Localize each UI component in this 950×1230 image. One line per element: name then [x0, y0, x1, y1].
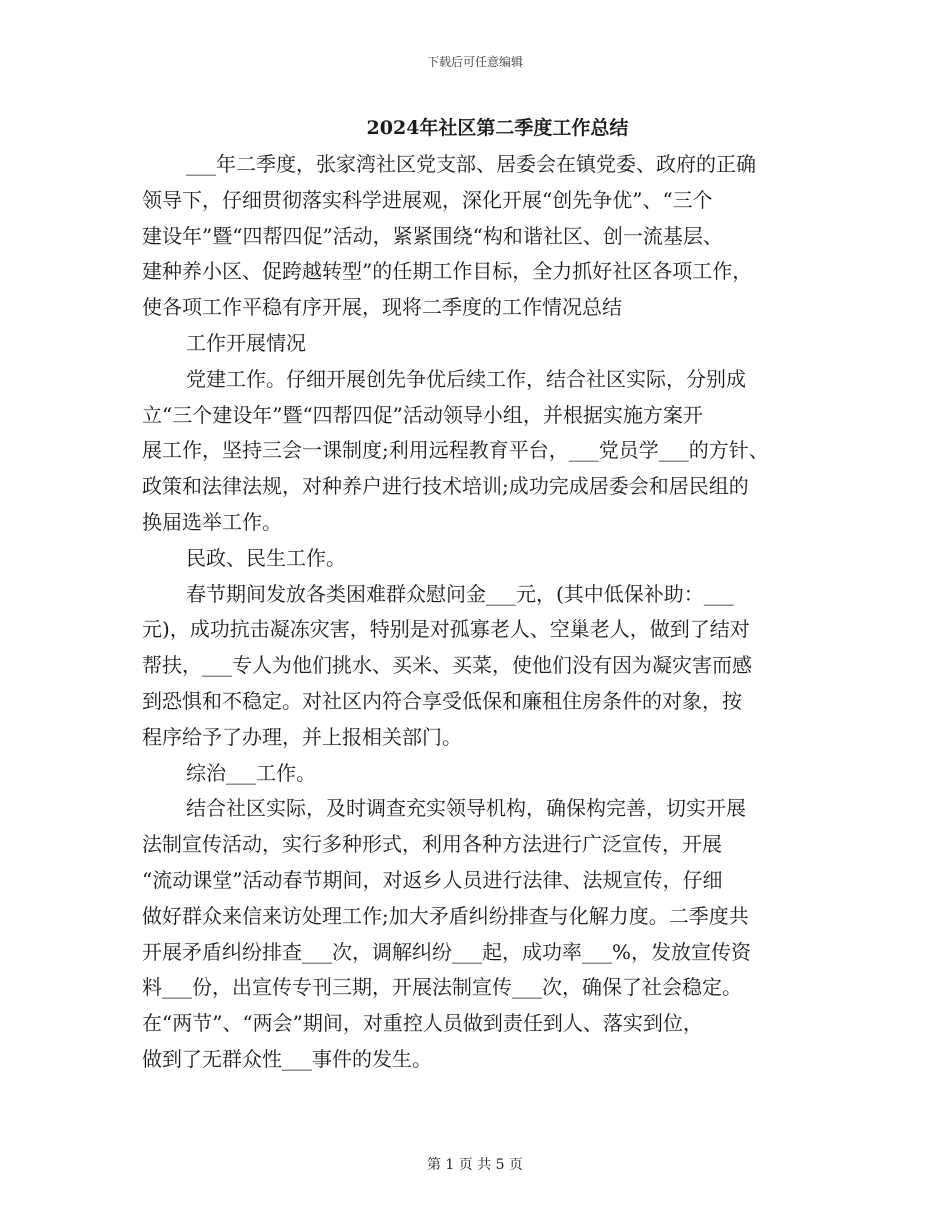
- paragraph-line: 帮扶，___专人为他们挑水、买米、买菜，使他们没有因为凝灾害而感: [142, 653, 752, 678]
- paragraph-line: 在“两节”、“两会”期间，对重控人员做到责任到人、落实到位，: [142, 1011, 703, 1036]
- paragraph-line: 元)，成功抗击凝冻灾害，特别是对孤寡老人、空巢老人，做到了结对: [142, 617, 750, 642]
- paragraph-intro: [142, 147, 822, 326]
- paragraph-line: 春节期间发放各类困难群众慰问金___元，(其中低保补助：___: [186, 581, 734, 606]
- section-heading-work-status: [142, 326, 822, 362]
- paragraph-line: 做到了无群众性___事件的发生。: [142, 1046, 432, 1071]
- paragraph-line: 领导下，仔细贯彻落实科学进展观，深化开展“创先争优”、“三个: [142, 187, 713, 212]
- paragraph-line: ___年二季度，张家湾社区党支部、居委会在镇党委、政府的正确: [186, 152, 756, 176]
- paragraph-civil-affairs: [142, 577, 822, 756]
- paragraph-line: 工作开展情况: [186, 330, 306, 355]
- paragraph-line: 开展矛盾纠纷排查___次，调解纠纷___起，成功率___%，发放宣传资: [142, 939, 752, 964]
- document-body: [142, 147, 822, 1078]
- paragraph-line: “流动课堂”活动春节期间，对返乡人员进行法律、法规宣传，仔细: [142, 867, 723, 892]
- paragraph-line: 展工作，坚持三会一课制度;利用远程教育平台，___党员学___的方针、: [142, 438, 769, 463]
- paragraph-line: 换届选举工作。: [142, 509, 282, 534]
- paragraph-line: 程序给予了办理，并上报相关部门。: [142, 724, 462, 749]
- paragraph-line: 立“三个建设年”暨“四帮四促”活动领导小组，并根据实施方案开: [142, 402, 703, 427]
- paragraph-line: 综治___工作。: [186, 760, 316, 785]
- paragraph-line: 到恐惧和不稳定。对社区内符合享受低保和廉租住房条件的对象，按: [142, 688, 742, 713]
- paragraph-line: 料___份，出宣传专刊三期，开展法制宣传___次，确保了社会稳定。: [142, 975, 742, 1000]
- paragraph-line: 民政、民生工作。: [186, 545, 346, 570]
- page-header-note: 下载后可任意编辑: [426, 55, 523, 69]
- document-title: 2024年社区第二季度工作总结: [366, 117, 629, 139]
- paragraph-line: 法制宣传活动，实行多种形式，利用各种方法进行广泛宣传，开展: [142, 832, 722, 857]
- paragraph-line: 使各项工作平稳有序开展，现将二季度的工作情况总结: [142, 295, 622, 320]
- paragraph-line: 政策和法律法规，对种养户进行技术培训;成功完成居委会和居民组的: [142, 474, 749, 499]
- paragraph-line: 结合社区实际，及时调查充实领导机构，确保构完善，切实开展: [186, 796, 746, 821]
- paragraph-comprehensive-governance: [142, 791, 822, 1077]
- section-heading-comprehensive-governance: [142, 756, 822, 792]
- page-number: 第 1 页 共 5 页: [426, 1157, 524, 1173]
- paragraph-party-building: [142, 362, 822, 541]
- paragraph-line: 建种养小区、促跨越转型”的任期工作目标，全力抓好社区各项工作，: [142, 259, 753, 284]
- paragraph-line: 党建工作。仔细开展创先争优后续工作，结合社区实际，分别成: [186, 366, 746, 391]
- section-heading-civil-affairs: [142, 541, 822, 577]
- paragraph-line: 建设年”暨“四帮四促”活动，紧紧围绕“构和谐社区、创一流基层、: [142, 223, 723, 248]
- paragraph-line: 做好群众来信来访处理工作;加大矛盾纠纷排查与化解力度。二季度共: [142, 903, 749, 928]
